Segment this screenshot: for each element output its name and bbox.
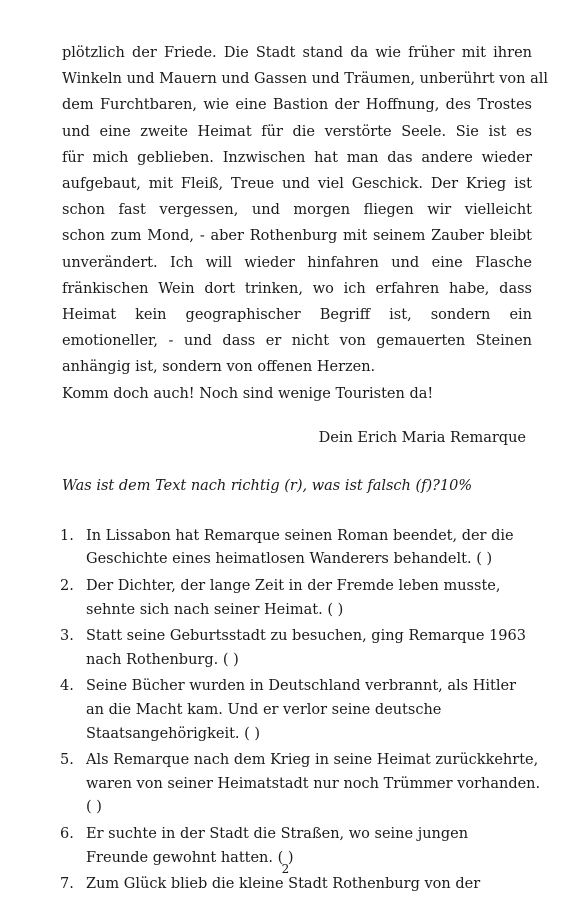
question-number: 2. bbox=[60, 578, 74, 595]
question-number: 6. bbox=[60, 825, 74, 842]
question-number: 4. bbox=[60, 678, 74, 695]
question-line: an die Macht kam. Und er verlor seine deutsche bbox=[86, 702, 442, 718]
question-line: Geschichte eines heimatlosen Wanderers behandelt. ( ) bbox=[86, 551, 493, 568]
question-number: 1. bbox=[60, 527, 74, 544]
question-item bbox=[62, 675, 532, 746]
letter-line: plötzlich der Friede. Die Stadt stand da wie früher mit ihren bbox=[62, 45, 532, 61]
question-number: 5. bbox=[60, 752, 74, 769]
letter-line: schon zum Mond, - aber Rothenburg mit seinem Zauber bleibt bbox=[62, 228, 532, 245]
question-number: 7. bbox=[60, 876, 74, 893]
question-item bbox=[62, 625, 532, 672]
letter-line: anhängig ist, sondern von offenen Herzen. bbox=[62, 359, 376, 376]
question-line: ( ) bbox=[86, 799, 102, 816]
question-line: Seine Bücher wurden in Deutschland verbrannt, als Hitler bbox=[86, 678, 516, 695]
question-line: Zum Glück blieb die kleine Stadt Rothenburg von der bbox=[86, 876, 481, 893]
page-number: 2 bbox=[281, 862, 290, 876]
document-page bbox=[60, 40, 548, 900]
question-item bbox=[62, 873, 532, 897]
question-line: waren von seiner Heimatstadt nur noch Trümmer vorhanden. bbox=[86, 775, 541, 792]
question-line: Freunde gewohnt hatten. ( ) bbox=[86, 849, 294, 866]
question-item bbox=[60, 749, 541, 820]
question-line: Staatsangehörigkeit. ( ) bbox=[86, 725, 261, 742]
question-line: In Lissabon hat Remarque seinen Roman beendet, der die bbox=[86, 527, 514, 544]
letter-line: und eine zweite Heimat für die verstörte Seele. Sie ist es bbox=[62, 123, 532, 140]
letter-line: fränkischen Wein dort trinken, wo ich erfahren habe, dass bbox=[62, 280, 532, 297]
question-item bbox=[62, 525, 532, 572]
question-line: Als Remarque nach dem Krieg in seine Heimat zurückkehrte, bbox=[86, 752, 539, 769]
letter-signature: Dein Erich Maria Remarque bbox=[318, 429, 526, 446]
question-line: Statt seine Geburtsstadt zu besuchen, ging Remarque 1963 bbox=[86, 628, 526, 645]
question-number: 3. bbox=[60, 628, 74, 645]
letter-paragraph bbox=[62, 40, 548, 407]
question-line: Der Dichter, der lange Zeit in der Fremde leben musste, bbox=[86, 578, 501, 595]
letter-line: Heimat kein geographischer Begriff ist, sondern ein bbox=[62, 307, 532, 324]
letter-line: für mich geblieben. Inzwischen hat man das andere wieder bbox=[62, 149, 532, 166]
letter-line: aufgebaut, mit Fleiß, Treue und viel Geschick. Der Krieg ist bbox=[62, 176, 532, 193]
task-instruction: Was ist dem Text nach richtig (r), was ist falsch (f)?10% bbox=[62, 477, 473, 494]
question-item bbox=[62, 575, 532, 622]
letter-line: dem Furchtbaren, wie eine Bastion der Hoffnung, des Trostes bbox=[62, 97, 532, 114]
question-line: Er suchte in der Stadt die Straßen, wo seine jungen bbox=[86, 825, 469, 842]
question-line: nach Rothenburg. ( ) bbox=[86, 651, 239, 668]
letter-line: Winkeln und Mauern und Gassen und Träumen, unberührt von all bbox=[62, 71, 548, 88]
letter-line: unverändert. Ich will wieder hinfahren und eine Flasche bbox=[62, 254, 532, 271]
letter-line: schon fast vergessen, und morgen fliegen wir vielleicht bbox=[62, 202, 532, 219]
letter-line: Komm doch auch! Noch sind wenige Touristen da! bbox=[62, 385, 434, 402]
question-line: sehnte sich nach seiner Heimat. ( ) bbox=[86, 601, 344, 618]
letter-line: emotioneller, - und dass er nicht von gemauerten Steinen bbox=[62, 333, 532, 350]
question-list bbox=[60, 525, 541, 897]
